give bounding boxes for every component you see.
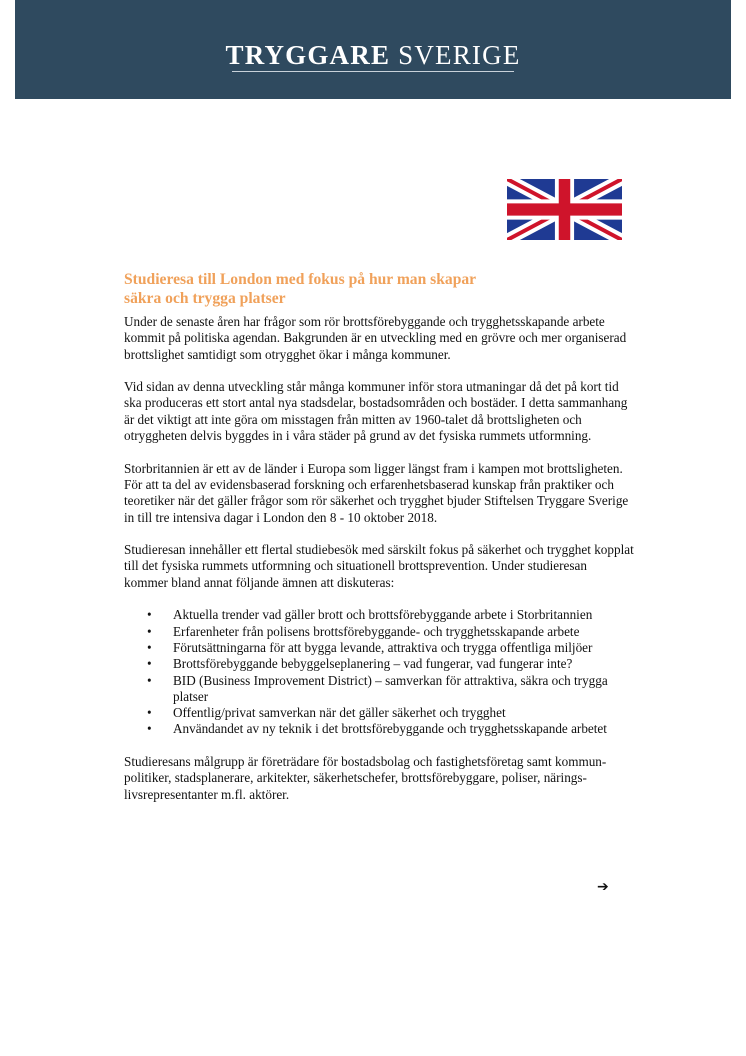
bullet-icon: •: [147, 672, 152, 688]
bullet-icon: •: [147, 623, 152, 639]
closing-paragraph: Studieresans målgrupp är företrädare för bostadsbolag och fastighetsföretag samt kommun-politiker, stadsplanerare, arkitekter, säkerhetschefer, brottsförebyggare, poliser, närings-livsrepresentanter m.fl. aktörer.: [124, 754, 607, 802]
article-body: [124, 270, 634, 819]
list-item: • Brottsförebyggande bebyggelseplanering – vad fungerar, vad fungerar inte?: [147, 656, 573, 672]
bullet-icon: •: [147, 705, 152, 721]
bullet-icon: •: [147, 721, 152, 737]
uk-flag-icon: [507, 179, 622, 240]
list-item: • BID (Business Improvement District) – samverkan för attraktiva, säkra och trygga platser: [147, 672, 608, 704]
brand-logo: [15, 40, 731, 72]
bullet-icon: •: [147, 639, 152, 655]
list-item: • Användandet av ny teknik i det brottsförebyggande och trygghetsskapande arbetet: [147, 721, 607, 737]
list-item: • Förutsättningarna för att bygga levande, attraktiva och trygga offentliga miljöer: [147, 639, 593, 655]
logo-underline: [232, 71, 514, 72]
bullet-icon: •: [147, 607, 152, 623]
topic-list: [124, 607, 634, 737]
list-item: • Offentlig/privat samverkan när det gäller säkerhet och trygghet: [147, 705, 506, 721]
list-item: • Erfarenheter från polisens brottsförebyggande- och trygghetsskapande arbete: [147, 623, 580, 639]
bullet-icon: •: [147, 656, 152, 672]
paragraph-4: Studieresan innehåller ett flertal studiebesök med särskilt fokus på säkerhet och trygghet kopplat till det fysiska rummets utformning och situationell brottsprevention. Under studieresan kommer bland annat följande ämnen att diskuteras:: [124, 542, 634, 590]
title-line-1: Studieresa till London med fokus på hur man skapar: [124, 271, 477, 288]
paragraph-2: Vid sidan av denna utveckling står många kommuner inför stora utmaningar då det på kort tid ska produceras ett stort antal nya stadsdelar, bostadsområden och bostäder. I detta sammanhang är det viktigt att inte göra om misstagen från mitten av 1960-talet då brottsligheten och otryggheten delvis byggdes in i våra städer på grund av det fysiska rummets utformning.: [124, 379, 628, 444]
brand-name-light: SVERIGE: [398, 40, 521, 70]
brand-name-bold: TRYGGARE: [225, 40, 391, 70]
paragraph-1: Under de senaste åren har frågor som rör brottsförebyggande och trygghetsskapande arbete kommit på politiska agendan. Bakgrunden är en utveckling med en grövre och mer organiserad brottslighet samtidigt som otrygghet ökar i många kommuner.: [124, 314, 627, 362]
page-header: [15, 0, 731, 99]
list-item: • Aktuella trender vad gäller brott och brottsförebyggande arbete i Storbritannien: [147, 607, 593, 623]
paragraph-3: Storbritannien är ett av de länder i Europa som ligger längst fram i kampen mot brottsligheten. För att ta del av evidensbaserad forskning och erfarenhetsbaserad kunskap från praktiker och teoretiker när det gäller frågor som rör säkerhet och trygghet bjuder Stiftelsen Tryggare Sverige in till tre intensiva dagar i London den 8 - 10 oktober 2018.: [124, 460, 629, 525]
title-line-2: säkra och trygga platser: [124, 290, 286, 307]
article-title: [124, 270, 634, 308]
next-page-arrow-icon[interactable]: ➔: [597, 879, 609, 895]
